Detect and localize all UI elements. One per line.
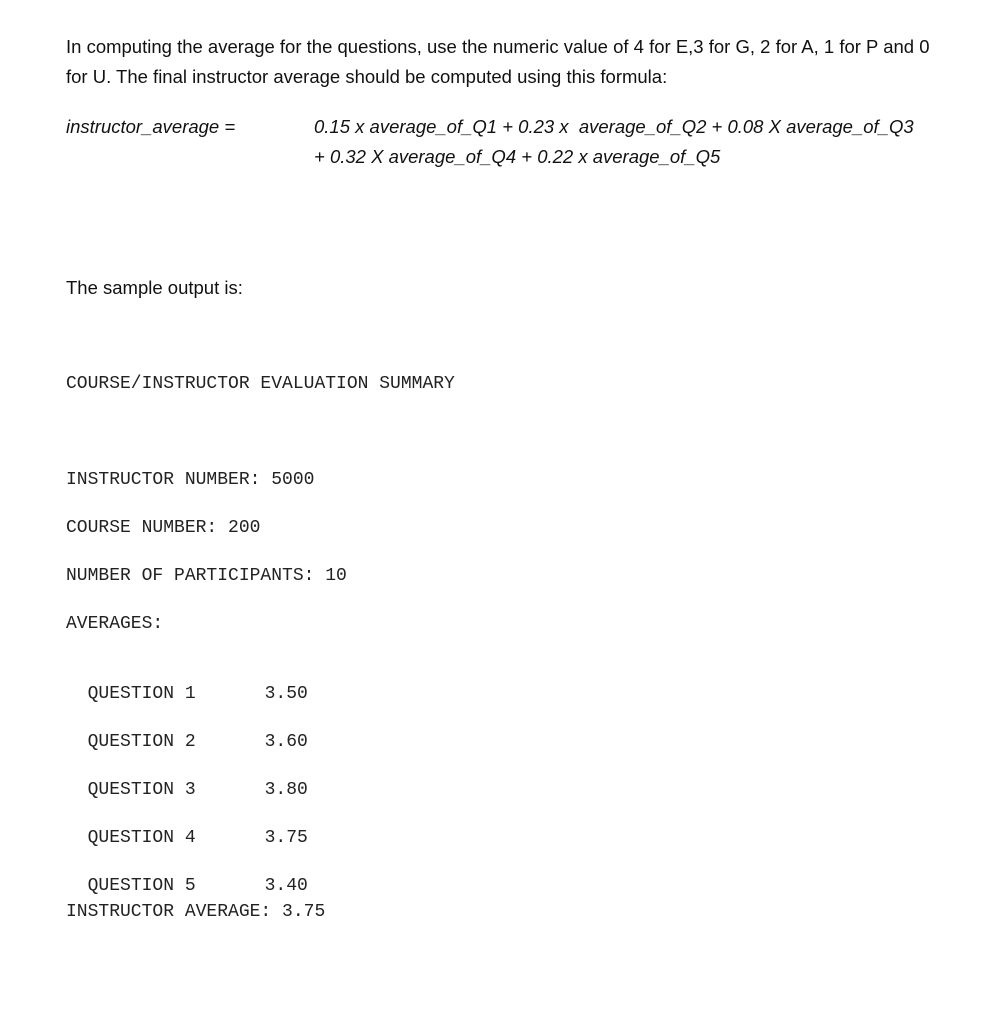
question-row [66,661,308,705]
question-row [66,709,308,753]
question-label: QUESTION 3 [87,780,196,800]
question-average: 3.50 [264,684,308,704]
instructor-average: INSTRUCTOR AVERAGE: 3.75 [66,902,326,922]
course-number: COURSE NUMBER: 200 [66,518,261,538]
sample-output-label: The sample output is: [66,277,243,298]
question-label: QUESTION 5 [87,876,196,896]
averages-label: AVERAGES: [66,614,164,634]
question-row [66,805,308,849]
participants-count: NUMBER OF PARTICIPANTS: 10 [66,566,347,586]
summary-title: COURSE/INSTRUCTOR EVALUATION SUMMARY [66,374,455,394]
question-label: QUESTION 2 [87,732,196,752]
question-average: 3.40 [264,876,308,896]
instructor-number: INSTRUCTOR NUMBER: 5000 [66,470,315,490]
formula-line-1: 0.15 x average_of_Q1 + 0.23 x average_of_Q2 + 0.08 X average_of_Q3 [314,116,914,137]
question-label: QUESTION 4 [87,828,196,848]
question-average: 3.80 [264,780,308,800]
formula-label: instructor_average = [66,116,236,137]
intro-paragraph: In computing the average for the questions, use the numeric value of 4 for E,3 for G, 2 for A, 1 for P and 0 for U. The final instructor average should be computed using this formula: [66,36,930,87]
question-average: 3.75 [264,828,308,848]
question-row [66,853,308,897]
question-row [66,757,308,801]
question-label: QUESTION 1 [87,684,196,704]
formula-line-2: + 0.32 X average_of_Q4 + 0.22 x average_of_Q5 [314,146,721,167]
formula-expression [314,112,964,172]
question-average: 3.60 [264,732,308,752]
